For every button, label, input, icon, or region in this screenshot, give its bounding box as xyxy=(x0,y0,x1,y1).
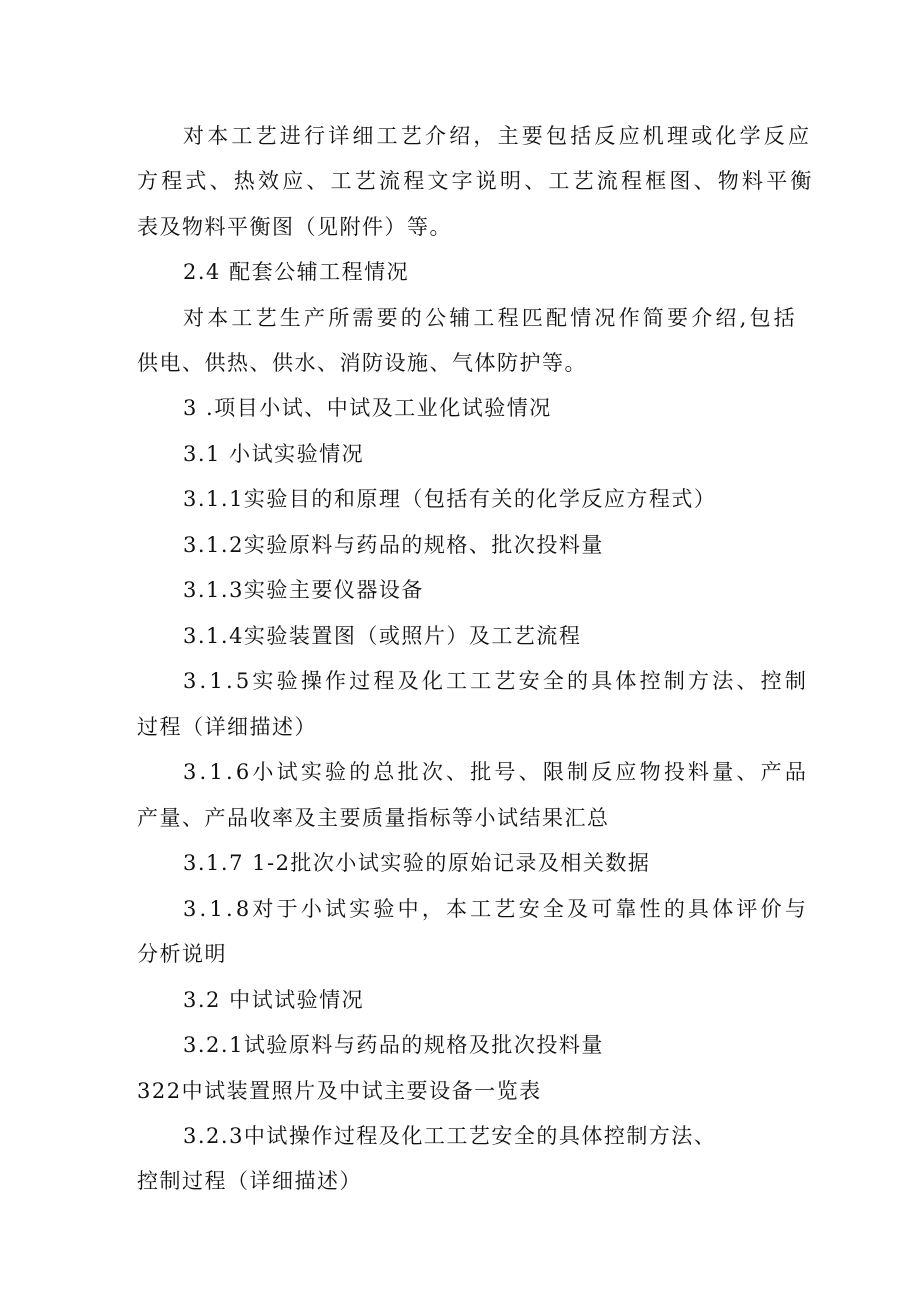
subsection-heading: 3.1.4实验装置图（或照片）及工艺流程 xyxy=(183,624,582,648)
paragraph-line: 供电、供热、供水、消防设施、气体防护等。 xyxy=(137,351,587,375)
paragraph-line: 过程（详细描述） xyxy=(137,715,317,739)
subsection-heading: 3.1.7 1-2批次小试实验的原始记录及相关数据 xyxy=(183,851,651,875)
section-heading: 3.2 中试试验情况 xyxy=(183,988,365,1012)
subsection-heading: 3.2.1试验原料与药品的规格及批次投料量 xyxy=(183,1033,604,1057)
section-heading: 2.4 配套公辅工程情况 xyxy=(183,260,410,284)
section-heading: 3 .项目小试、中试及工业化试验情况 xyxy=(183,396,552,420)
paragraph-line: 控制过程（详细描述） xyxy=(137,1169,362,1193)
subsection-heading: 3.1.5实验操作过程及化工工艺安全的具体控制方法、控制 xyxy=(183,669,810,693)
section-heading: 3.1 小试实验情况 xyxy=(183,442,365,466)
paragraph-line: 对本工艺生产所需要的公辅工程匹配情况作简要介绍,包括 xyxy=(183,306,798,330)
subsection-heading: 3.1.3实验主要仪器设备 xyxy=(183,578,424,602)
subsection-heading: 3.2.3中试操作过程及化工工艺安全的具体控制方法、 xyxy=(183,1124,717,1148)
subsection-heading: 3.1.2实验原料与药品的规格、批次投料量 xyxy=(183,533,604,557)
subsection-heading: 3.1.1实验目的和原理（包括有关的化学反应方程式） xyxy=(183,487,717,511)
subsection-heading: 322中试装置照片及中试主要设备一览表 xyxy=(137,1079,542,1103)
paragraph-line: 表及物料平衡图（见附件）等。 xyxy=(137,215,452,239)
paragraph-line: 对本工艺进行详细工艺介绍，主要包括反应机理或化学反应 xyxy=(183,124,813,148)
paragraph-line: 分析说明 xyxy=(137,942,227,966)
subsection-heading: 3.1.8对于小试实验中，本工艺安全及可靠性的具体评价与 xyxy=(183,897,810,921)
paragraph-line: 方程式、热效应、工艺流程文字说明、工艺流程框图、物料平衡 xyxy=(137,169,815,193)
subsection-heading: 3.1.6小试实验的总批次、批号、限制反应物投料量、产品 xyxy=(183,760,810,784)
paragraph-line: 产量、产品收率及主要质量指标等小试结果汇总 xyxy=(137,806,610,830)
